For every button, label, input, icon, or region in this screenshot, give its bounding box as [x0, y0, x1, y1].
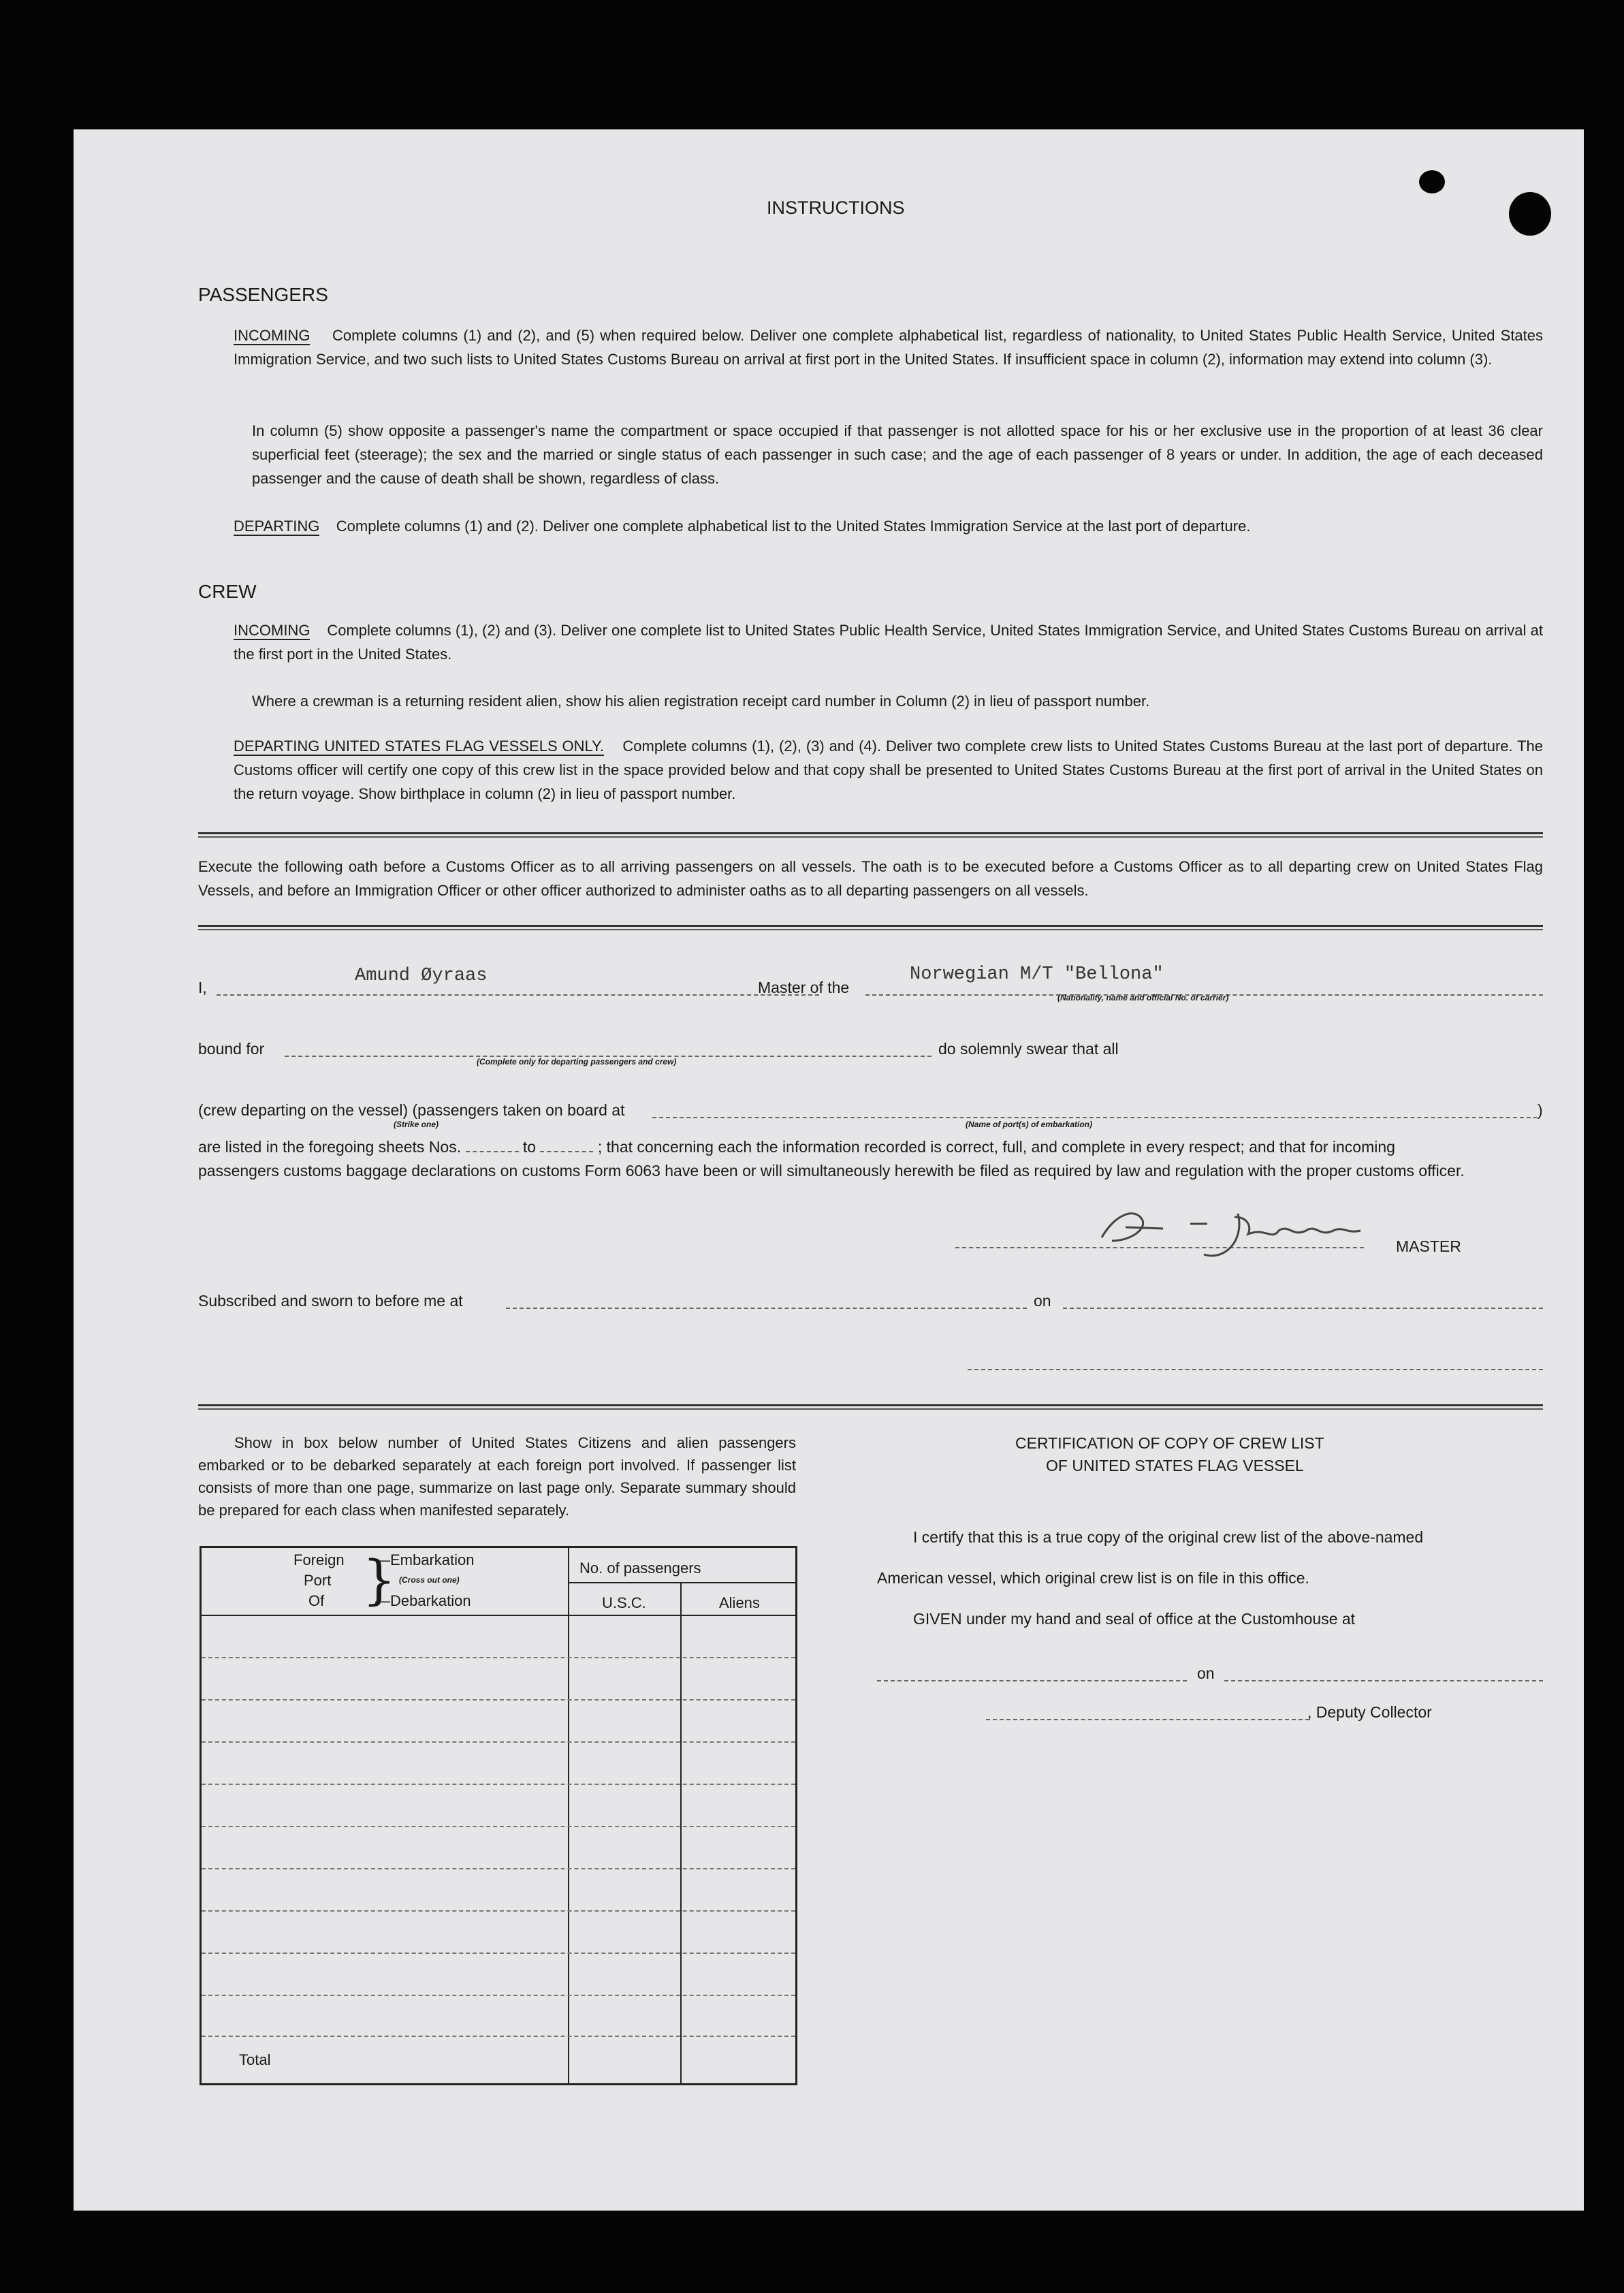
table-row[interactable] — [202, 1952, 795, 1954]
vessel-field[interactable]: Norwegian M/T "Bellona" — [910, 964, 1164, 985]
swear-text: do solemnly swear that all — [938, 1040, 1119, 1058]
embarkation-ports-line[interactable] — [652, 1117, 1538, 1118]
certification-line-3: GIVEN under my hand and seal of office at the Customhouse at — [913, 1610, 1356, 1628]
crew-heading: CREW — [198, 581, 257, 602]
table-hline — [202, 1615, 795, 1616]
crew-departing-label: DEPARTING UNITED STATES FLAG VESSELS ONLY. — [234, 738, 605, 755]
crew-incoming-label: INCOMING — [234, 622, 311, 639]
bound-caption: (Complete only for departing passengers and crew) — [477, 1057, 677, 1066]
ink-blot — [1419, 170, 1445, 193]
certification-line-2: American vessel, which original crew list is on file in this office. — [877, 1569, 1309, 1587]
passengers-incoming-text: Complete columns (1) and (2), and (5) when required below. Deliver one complete alphabetical list, regardless of nationality, to United States Public Health Service, United States Immigration Service, and two such lists to United States Customs Bureau on arrival at first port in the United States. If insufficient space in column (2), information may extend into column (3). — [234, 327, 1544, 368]
listed-text-2: ; that concerning each the information recorded is correct, full, and complete in every respect; and that for incoming — [597, 1138, 1395, 1156]
master-signature[interactable] — [1088, 1200, 1374, 1261]
master-name-line — [217, 994, 819, 996]
table-row[interactable] — [202, 1868, 795, 1869]
table-hline — [568, 1582, 795, 1583]
sworn-on-label: on — [1034, 1292, 1051, 1310]
ports-caption: (Name of port(s) of embarkation) — [966, 1120, 1093, 1129]
master-label: MASTER — [1396, 1237, 1461, 1255]
table-row[interactable] — [202, 1910, 795, 1912]
table-row[interactable] — [202, 1995, 795, 1996]
certification-on-label: on — [1197, 1664, 1215, 1682]
listed-line-1 — [198, 1135, 1543, 1158]
sheet-from-field[interactable] — [466, 1151, 519, 1152]
brace-icon: } — [362, 1550, 396, 1611]
divider — [198, 1404, 1543, 1410]
table-row[interactable] — [202, 1657, 795, 1658]
subscribed-place-line[interactable] — [506, 1308, 1027, 1309]
deputy-collector-label: , Deputy Collector — [1307, 1703, 1432, 1721]
col-port: Port — [304, 1572, 332, 1589]
passengers-departing-text: Complete columns (1) and (2). Deliver one complete alphabetical list to the United States Immigration Service at the last port of departure. — [336, 518, 1251, 535]
i-label: I, — [198, 979, 207, 996]
passengers-departing-paragraph — [234, 514, 1543, 538]
crew-incoming-text: Complete columns (1), (2) and (3). Deliver one complete list to United States Public Health Service, United States Immigration Service, and United States Customs Bureau on arrival at the first port in the United States. — [234, 622, 1543, 663]
listed-text-1: are listed in the foregoing sheets Nos. — [198, 1138, 462, 1156]
col-crossout: (Cross out one) — [399, 1575, 460, 1585]
col-foreign: Foreign — [293, 1551, 345, 1568]
bound-for-label: bound for — [198, 1040, 265, 1058]
total-label: Total — [239, 2051, 271, 2068]
table-row[interactable] — [202, 1784, 795, 1785]
strike-caption: (Strike one) — [394, 1120, 439, 1129]
signature-graphic — [1088, 1200, 1374, 1261]
close-paren: ) — [1538, 1101, 1543, 1119]
deputy-signature-line[interactable] — [986, 1719, 1309, 1720]
table-row[interactable] — [202, 1826, 795, 1827]
vessel-caption: (Nationality, name and official No. of carrier) — [1057, 993, 1229, 1002]
passengers-incoming-paragraph — [234, 323, 1543, 371]
certification-title-2: OF UNITED STATES FLAG VESSEL — [1046, 1457, 1304, 1474]
divider — [198, 832, 1543, 838]
crew-resident-paragraph: Where a crewman is a returning resident alien, show his alien registration receipt card number in Column (2) in lieu of passport number. — [252, 693, 1150, 710]
passengers-column5-paragraph: In column (5) show opposite a passenger's name the compartment or space occupied if that passenger is not allotted space for his or her exclusive use in the proportion of at least 36 clear superficial feet (steerage); the sex and the married or single status of each passenger in such case; and the age of each passenger of 8 years or under. In addition, the age of each deceased passenger and the cause of death shall be shown, regardless of class. — [252, 422, 1543, 487]
passengers-incoming-label: INCOMING — [234, 327, 311, 344]
col-usc: U.S.C. — [602, 1594, 646, 1611]
table-row[interactable] — [202, 1699, 795, 1701]
col-embarkation: —Embarkation — [375, 1551, 475, 1568]
col-aliens: Aliens — [719, 1594, 760, 1611]
certification-line-1: I certify that this is a true copy of the original crew list of the above-named — [913, 1528, 1424, 1546]
summary-instructions: Show in box below number of United States Citizens and alien passengers embarked or to be debarked separately at each foreign port involved. If passenger list consists of more than one page, summarize on last page only. Separate summary should be prepared for each class when manifested separately. — [198, 1434, 796, 1519]
crew-incoming-paragraph — [234, 618, 1543, 666]
passengers-heading: PASSENGERS — [198, 284, 328, 305]
crew-departing-paragraph — [234, 734, 1543, 806]
divider — [198, 925, 1543, 930]
ink-blot — [1509, 192, 1551, 236]
certification-title-1: CERTIFICATION OF COPY OF CREW LIST — [1015, 1434, 1324, 1452]
page-title: INSTRUCTIONS — [767, 197, 905, 218]
passenger-summary-table — [200, 1546, 797, 2085]
table-vline — [568, 1548, 569, 2083]
master-name-field[interactable]: Amund Øyraas — [355, 966, 488, 986]
col-of: Of — [308, 1592, 325, 1609]
sheet-to-field[interactable] — [540, 1151, 593, 1152]
oath-intro: Execute the following oath before a Customs Officer as to all arriving passengers on all vessels. The oath is to be executed before a Customs Officer as to all departing crew on United States Flag Vessels, and before an Immigration Officer or other officer authorized to administer oaths as to all departing passengers on all vessels. — [198, 858, 1543, 899]
sworn-date-line[interactable] — [1063, 1308, 1543, 1309]
table-row[interactable] — [202, 1741, 795, 1743]
listed-to: to — [522, 1138, 537, 1156]
certification-place-line[interactable] — [877, 1680, 1187, 1681]
col-no-passengers: No. of passengers — [579, 1560, 701, 1577]
crew-departing-text: (crew departing on the vessel) (passengers taken on board at — [198, 1101, 625, 1119]
subscribed-label: Subscribed and sworn to before me at — [198, 1292, 463, 1310]
crew-departing-text: Complete columns (1), (2), (3) and (4). Deliver two complete crew lists to United States Customs Bureau at the last port of departure. The Customs officer will certify one copy of this crew list in the space provided below and that copy shall be presented to United States Customs Bureau at the first port of arrival in the United States on the return voyage. Show birthplace in column (2) in lieu of passport number. — [234, 738, 1543, 802]
listed-text-3: passengers customs baggage declarations on customs Form 6063 have been or will simultaneously herewith be filed as required by law and regulation with the proper customs officer. — [198, 1162, 1465, 1180]
master-of-label: Master of the — [758, 979, 850, 996]
table-row[interactable] — [202, 2036, 795, 2037]
passengers-departing-label: DEPARTING — [234, 518, 320, 535]
form-page — [74, 129, 1584, 2211]
col-debarkation: —Debarkation — [375, 1592, 471, 1609]
certification-date-line[interactable] — [1224, 1680, 1543, 1681]
officer-signature-line[interactable] — [968, 1369, 1543, 1370]
